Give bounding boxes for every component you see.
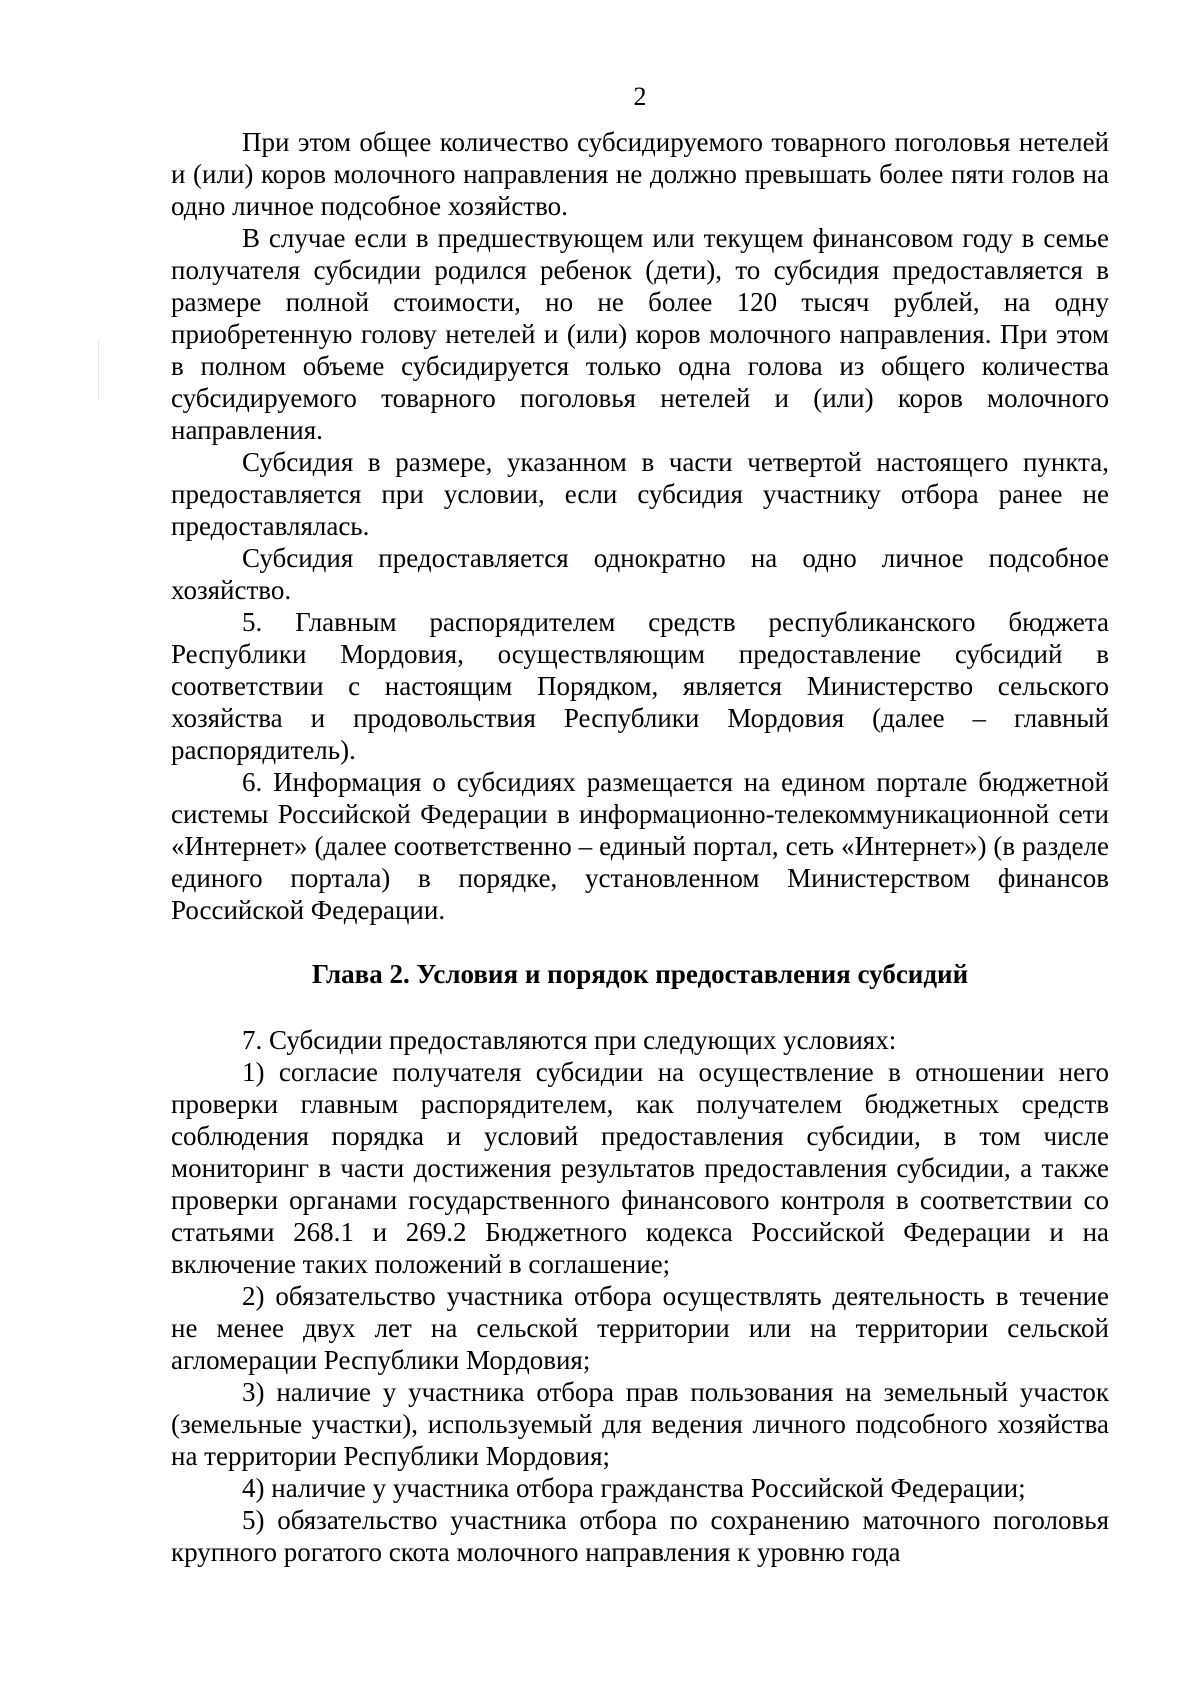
condition-item-3: 3) наличие у участника отбора прав пользования на земельный участок (земельные участки), используемый для ведения личного подсобного хозяйства на территории Республики Мордовия; <box>171 1377 1109 1471</box>
condition-item-4: 4) наличие у участника отбора гражданства Российской Федерации; <box>242 1473 1026 1503</box>
condition-item-1: 1) согласие получателя субсидии на осуществление в отношении него проверки главным распорядителем, как получателем бюджетных средств соблюдения порядка и условий предоставления субсидии, в том числе мониторинг в части достижения результатов предоставления субсидии, а также проверки органами государственного финансового контроля в соответствии со статьями 268.1 и 269.2 Бюджетного кодекса Российской Федерации и на включение таких положений в соглашение; <box>171 1057 1109 1279</box>
page-number: 2 <box>633 82 647 111</box>
paragraph-item-6: 6. Информация о субсидиях размещается на едином портале бюджетной системы Российской Федерации в информационно-телекоммуникационной сети «Интернет» (далее соответственно – единый портал, сеть «Интернет») (в разделе единого портала) в порядке, установленном Министерством финансов Российской Федерации. <box>171 767 1109 925</box>
paragraph-child-subsidy: В случае если в предшествующем или текущем финансовом году в семье получателя субсидии родился ребенок (дети), то субсидия предоставляется в размере полной стоимости, но не более 120 тысяч рублей, на одну приобретенную голову нетелей и (или) коров молочного направления. При этом в полном объеме субсидируется только одна голова из общего количества субсидируемого товарного поголовья нетелей и (или) коров молочного направления. <box>171 223 1109 445</box>
conditions-intro: 7. Субсидии предоставляются при следующих условиях: <box>242 1025 897 1055</box>
condition-item-5: 5) обязательство участника отбора по сохранению маточного поголовья крупного рогатого скота молочного направления к уровню года <box>171 1505 1109 1567</box>
scan-artifact-line <box>98 340 99 400</box>
paragraph-one-time-subsidy: Субсидия предоставляется однократно на одно личное подсобное хозяйство. <box>171 543 1109 605</box>
chapter-heading: Глава 2. Условия и порядок предоставления субсидий <box>311 959 969 989</box>
paragraph-subsidy-condition: Субсидия в размере, указанном в части четвертой настоящего пункта, предоставляется при условии, если субсидия участнику отбора ранее не предоставлялась. <box>171 447 1109 541</box>
condition-item-2: 2) обязательство участника отбора осуществлять деятельность в течение не менее двух лет на сельской территории или на территории сельской агломерации Республики Мордовия; <box>171 1281 1109 1375</box>
paragraph-item-5: 5. Главным распорядителем средств республиканского бюджета Республики Мордовия, осуществляющим предоставление субсидий в соответствии с настоящим Порядком, является Министерство сельского хозяйства и продовольствия Республики Мордовия (далее – главный распорядитель). <box>171 607 1109 765</box>
document-body <box>171 126 1109 1568</box>
paragraph-livestock-limit: При этом общее количество субсидируемого товарного поголовья нетелей и (или) коров молочного направления не должно превышать более пяти голов на одно личное подсобное хозяйство. <box>171 127 1109 221</box>
